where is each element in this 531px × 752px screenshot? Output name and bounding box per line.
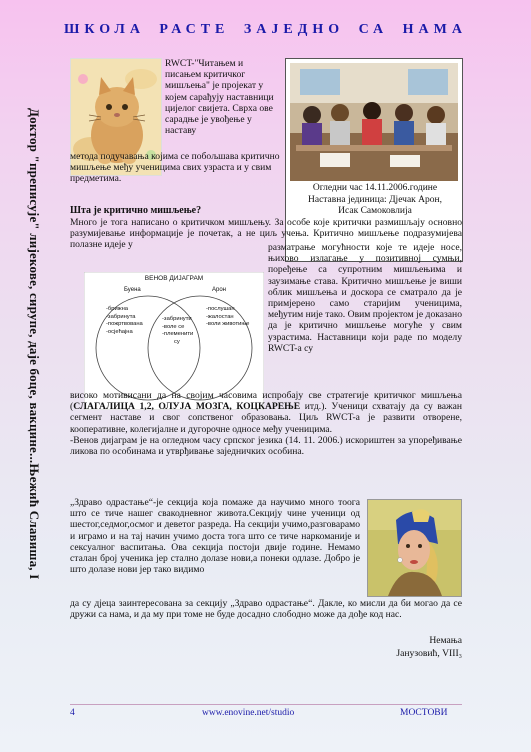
- venn-left-item: -брижна: [106, 306, 129, 312]
- venn-right-item: -воли животиње: [206, 321, 250, 327]
- photo-caption-line3: Исак Самоковлија: [338, 206, 412, 216]
- venn-left-items: [106, 306, 143, 336]
- venn-left-label: Буена: [124, 287, 141, 293]
- section-heading: Шта је критично мишљење?: [70, 205, 202, 216]
- paragraph-healthy-growing: „Здраво одрастање“-је секција која помаже да научимо много тоога што се тиче нашег свакодневног живота.Секцију чине ученици од шестог,седмог,осмог и деветог разреда. На секцији учимо,разговарамо и играмо и на тај начин учимо доста тога што се тиче наркоманије и сексуалног васпитања. Ова секција постоји двије године. Немамо сталан број ученика јер стално долазе нови,а понеки одлазе. Добро је што долазе нови јер тако видимо: [70, 497, 360, 576]
- intro-text-continued: метода подучавања којима се побољшава критично мишљење међу ученицима свих узраста и у свим предметима.: [70, 151, 280, 185]
- venn-center-item: -воле се: [162, 323, 185, 330]
- side-caption: [22, 108, 46, 698]
- signature-surname: Јанузовић, VIII₃: [396, 648, 462, 659]
- venn-center-items: [162, 316, 193, 346]
- photo-caption-line1: Огледни час 14.11.2006.године: [312, 183, 438, 193]
- venn-center-item: су: [174, 338, 180, 345]
- paragraph-critical-thinking: Много је тога написано о критичком мишљењу. За особе које критички размишљају основно разумијевање информације је почетак, а не циљ учења. Критично мишљење подразумијева полазне идеје у: [70, 217, 462, 251]
- venn-right-items: [206, 306, 249, 329]
- page-title: ШКОЛА РАСТЕ ЗАЈЕДНО СА НАМА: [64, 22, 467, 37]
- strategies-list: СЛАГАЛИЦА 1,2, ОЛУЈА МОЗГА, КОЦКАРЕЊЕ: [73, 401, 301, 413]
- venn-left-item: -пожртвована: [106, 321, 143, 327]
- venn-left-item: -осјећајна: [106, 328, 133, 335]
- venn-right-item: -жалостан: [206, 313, 234, 320]
- photo-caption-line2: Наставна јединица: Дјечак Арон,: [308, 194, 442, 205]
- venn-left-item: -забринута: [106, 313, 136, 320]
- venn-note: -Венов дијаграм је на огледном часу српског језика (14. 11. 2006.) искориштен за упоређивање ликова по особинама и утврђивање заједничких особина.: [70, 434, 462, 458]
- paragraph-strategies: [70, 390, 462, 457]
- venn-center-item: -забринути: [162, 316, 192, 322]
- signature: [350, 634, 462, 660]
- strategies-text: високо мотивисани да на својим часовима испробају све стратегије критичког мишљења (: [70, 390, 462, 413]
- paragraph-healthy-growing-continued: да су дјеца заинтересована за секцију „Здраво одрастање“. Дакле, ко мисли да би могао да се дружи са нама, и да му при томе не буде досадно слободно може да дође код нас.: [70, 598, 462, 621]
- intro-text: RWCT-"Читањем и писањем критичког мишљења" је пројекат у којем сарађују наставници цијелог свијета. Сврха ове сарадње је увођење у наставу: [165, 58, 274, 137]
- footer-magazine-name: МОСТОВИ: [400, 708, 448, 718]
- classroom-photo-image: [290, 63, 458, 181]
- venn-right-item: -послушан: [206, 306, 235, 312]
- paragraph-critical-thinking-continued: разматрање могућности које те идеје носе, њихово излагање у позитивној сумњи, поређење са супротним мишљењима и заузимање става. Критично мишљење је виши облик мишљења и доскора се сматрало да је примјерено само старијим ученицима, међутим није тако. Овим пројектом је доказано да је критично мишљење могуће у свим узрастима. Наставници који раде по моделу RWCT-а су: [268, 242, 462, 354]
- footer-url-link[interactable]: www.enovine.net/studio: [202, 708, 295, 718]
- side-caption-text: Доктор "преписује" лијекове, сирупе, даје боце, вакцине...Њежић Славиша, I: [27, 108, 42, 580]
- footer-page-number: 4: [70, 708, 75, 718]
- strategies-text-end: итд.). Ученици схватају да су важан сегмент наставе и свог сопственог образовања. Циљ RWCT-а је развити отворене, кооперативне, колегијалне и дугорочне односе међу ученицима.: [70, 401, 463, 435]
- signature-name: Немања: [429, 635, 462, 646]
- venn-center-item: -племенити: [162, 331, 194, 337]
- venn-right-label: Арон: [212, 287, 226, 293]
- girl-portrait-illustration: [367, 499, 462, 597]
- venn-title: ВЕНОВ ДИЈАГРАМ: [144, 275, 204, 282]
- photo-caption: [286, 183, 464, 218]
- footer-divider: [70, 704, 462, 705]
